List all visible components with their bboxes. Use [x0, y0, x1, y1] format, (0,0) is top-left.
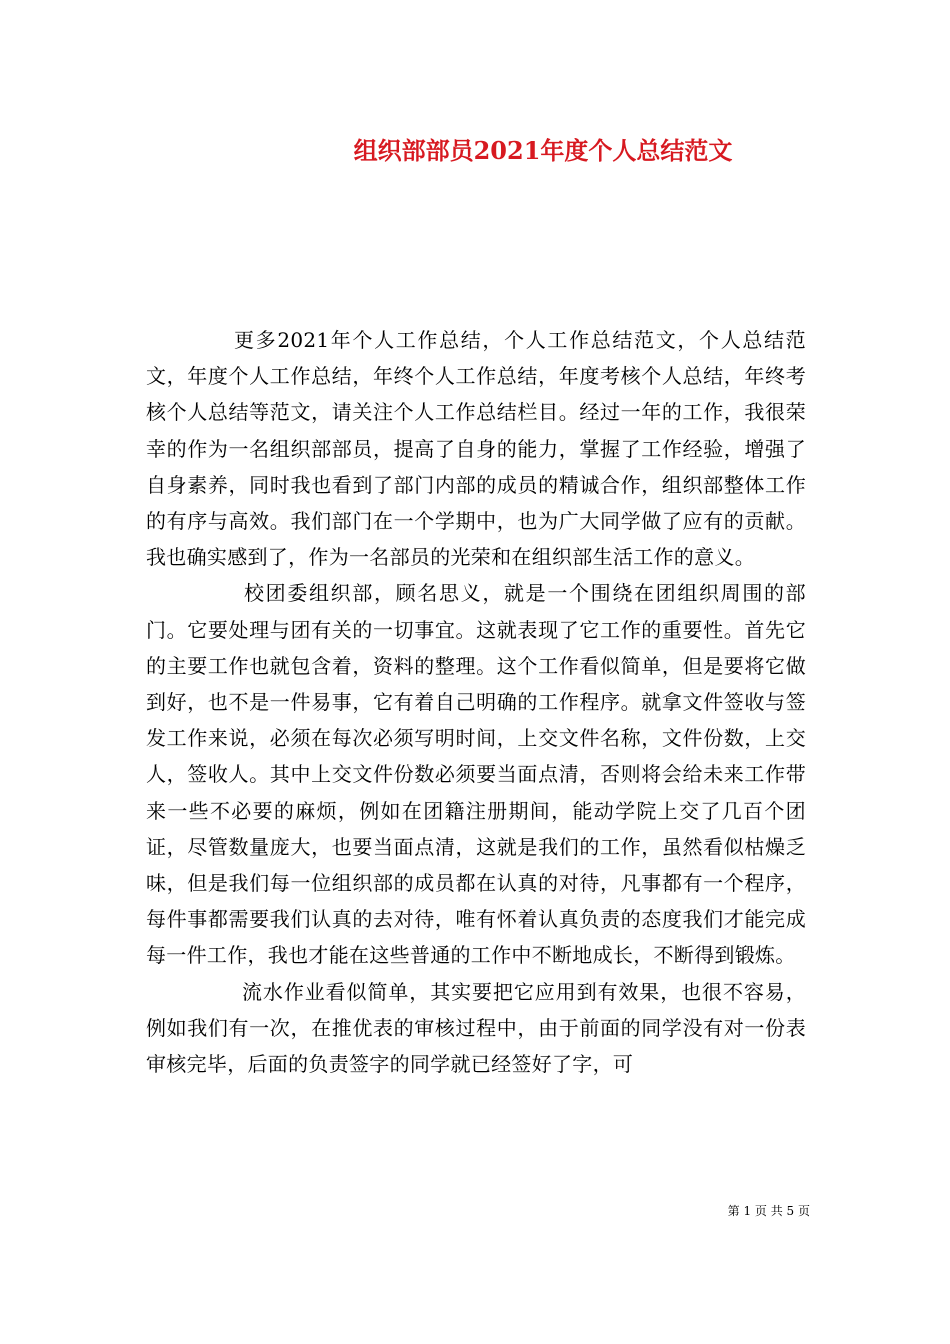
paragraph-2: 校团委组织部，顾名思义，就是一个围绕在团组织周围的部门。它要处理与团有关的一切事宜。这就表现了它工作的重要性。首先它的主要工作也就包含着，资料的整理。这个工作看似简单，但是要将它做到好，也不是一件易事，它有着自己明确的工作程序。就拿文件签收与签发工作来说，必须在每次必须写明时间，上交文件名称，文件份数，上交人，签收人。其中上交文件份数必须要当面点清，否则将会给未来工作带来一些不必要的麻烦，例如在团籍注册期间，能动学院上交了几百个团证，尽管数量庞大，也要当面点清，这就是我们的工作，虽然看似枯燥乏味，但是我们每一位组织部的成员都在认真的对待，凡事都有一个程序，每件事都需要我们认真的去对待，唯有怀着认真负责的态度我们才能完成每一件工作，我也才能在这些普通的工作中不断地成长，不断得到锻炼。 — [146, 581, 806, 968]
document-title: 组织部部员2021年度个人总结范文 — [353, 136, 733, 165]
page-number-footer: 第 1 页 共 5 页 — [727, 1204, 810, 1218]
paragraph-1: 更多2021年个人工作总结，个人工作总结范文，个人总结范文，年度个人工作总结，年终个人工作总结，年度考核个人总结，年终考核个人总结等范文，请关注个人工作总结栏目。经过一年的工作，我很荣幸的作为一名组织部部员，提高了自身的能力，掌握了工作经验，增强了自身素养，同时我也看到了部门内部的成员的精诚合作，组织部整体工作的有序与高效。我们部门在一个学期中，也为广大同学做了应有的贡献。我也确实感到了，作为一名部员的光荣和在组织部生活工作的意义。 — [146, 328, 806, 570]
paragraph-3: 流水作业看似简单，其实要把它应用到有效果，也很不容易，例如我们有一次，在推优表的审核过程中，由于前面的同学没有对一份表审核完毕，后面的负责签字的同学就已经签好了字，可 — [146, 979, 806, 1077]
document-body — [146, 322, 806, 1082]
